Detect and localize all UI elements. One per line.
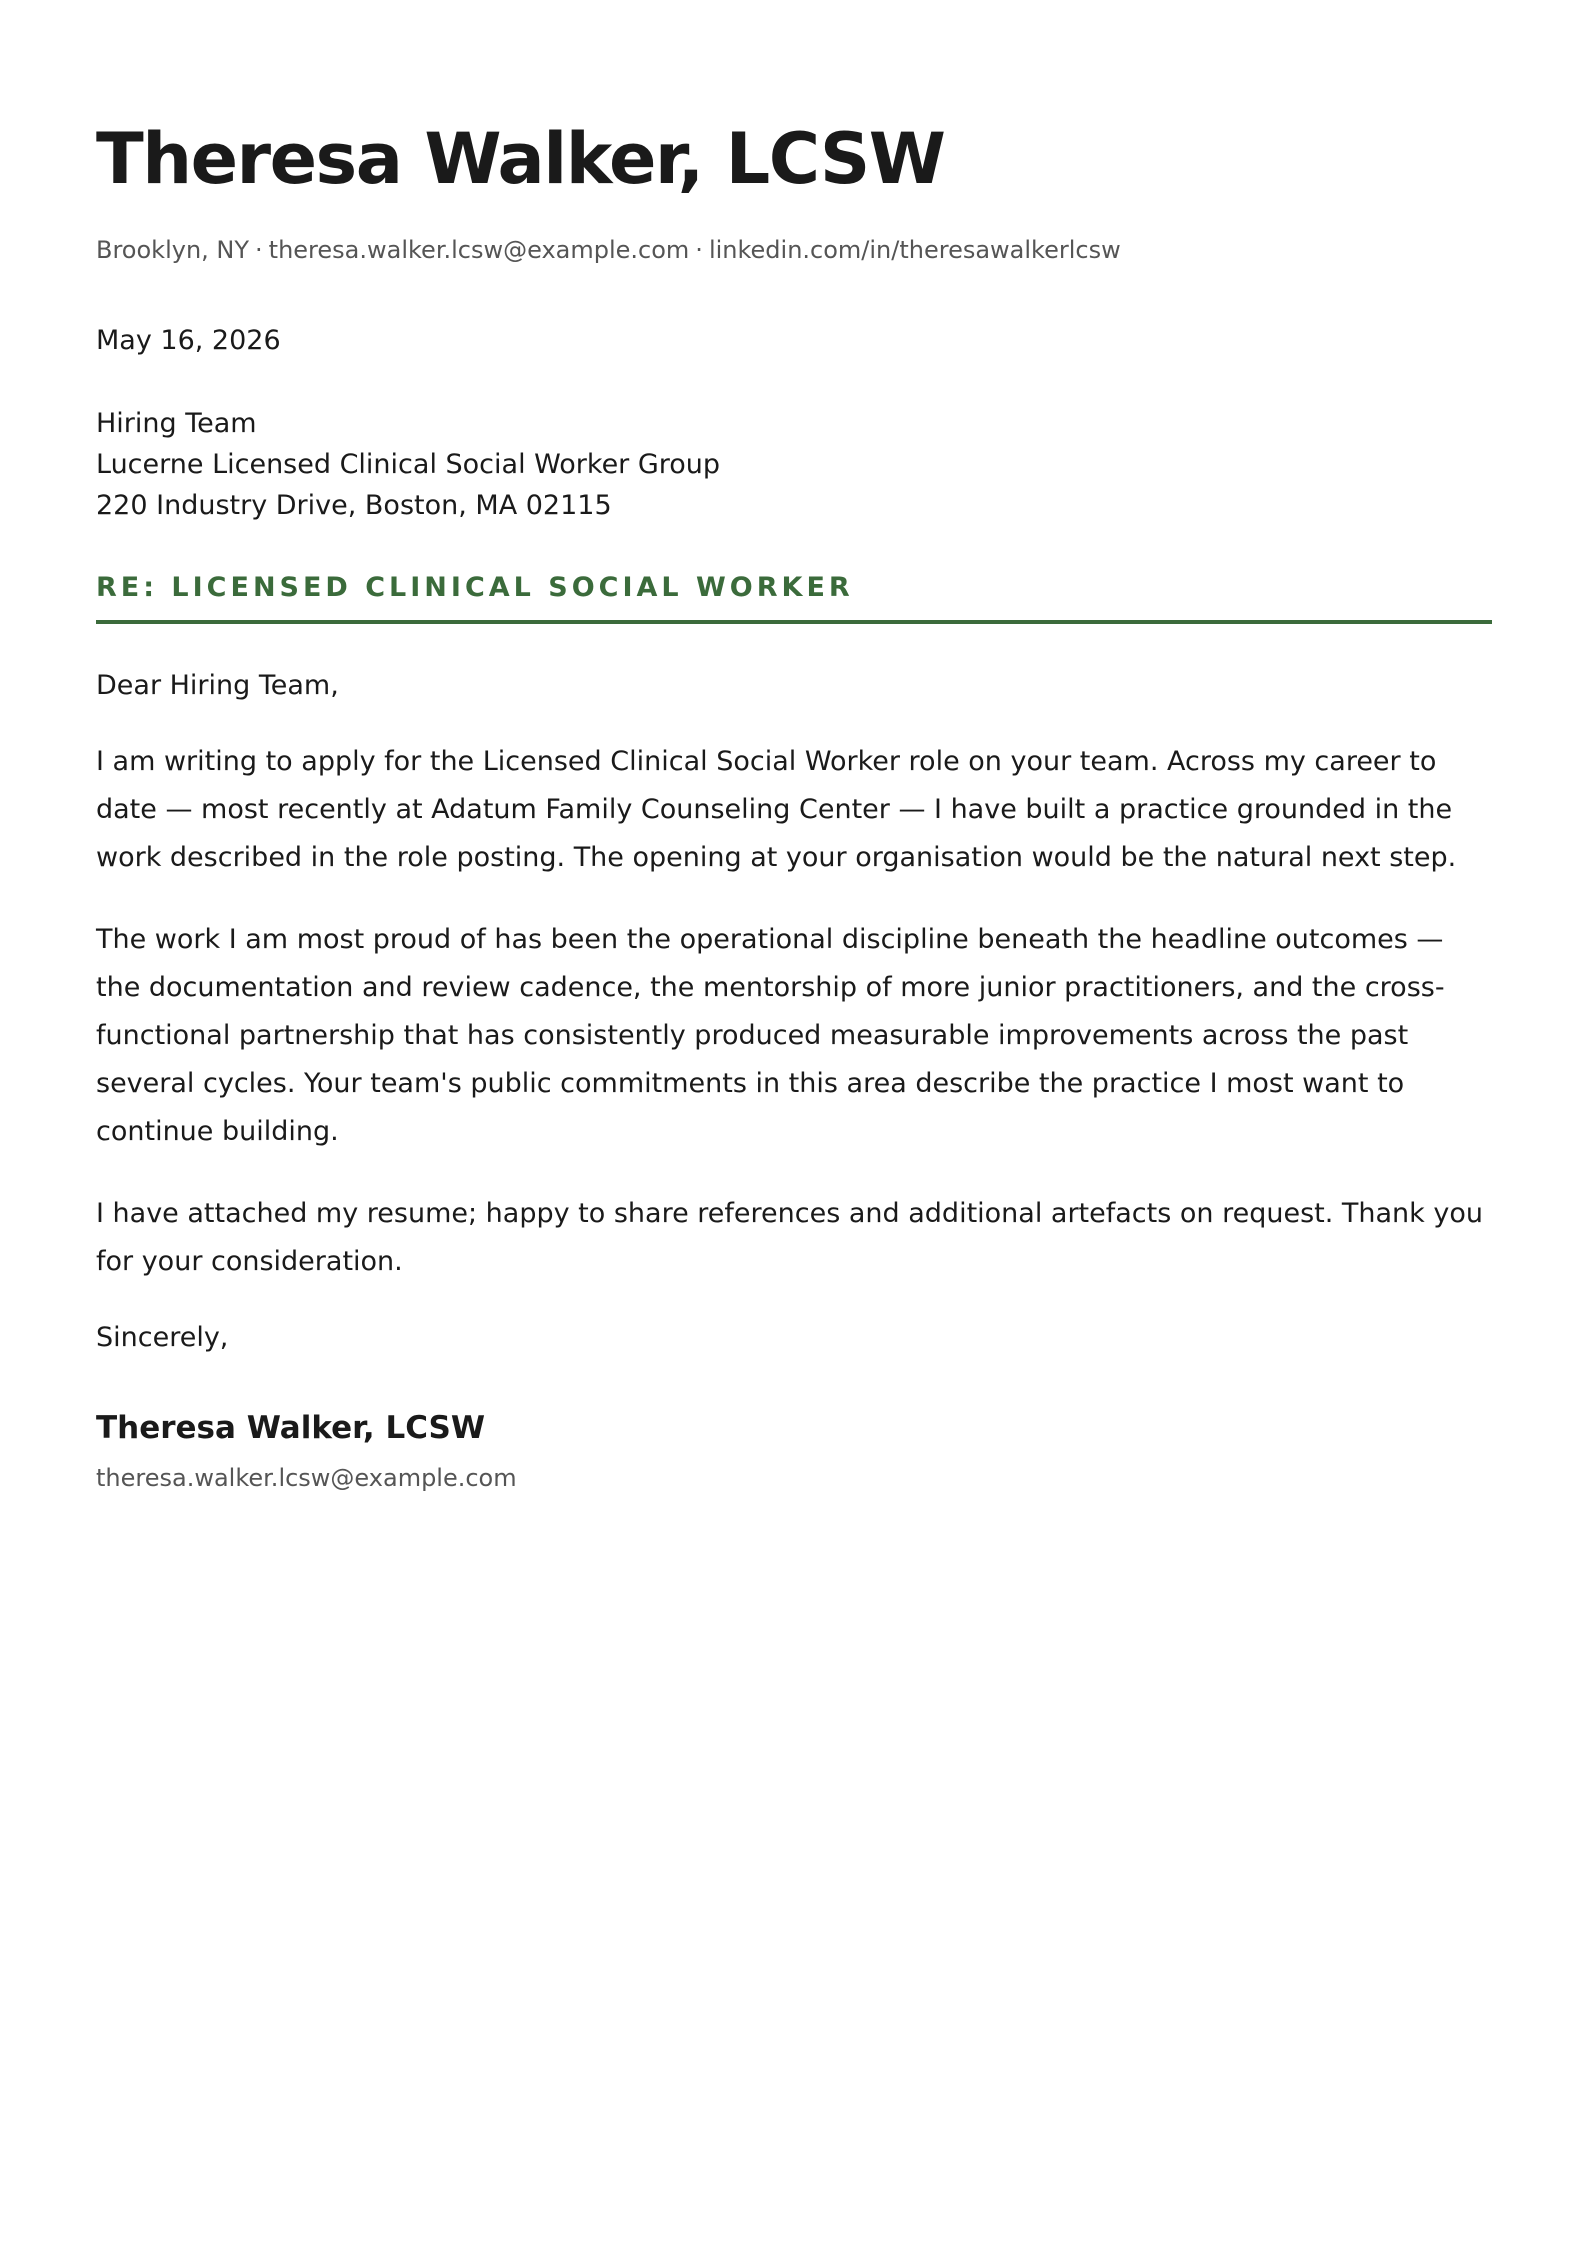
signature-name: Theresa Walker, LCSW — [96, 1410, 486, 1446]
body-paragraph: The work I am most proud of has been the operational discipline beneath the headline outcomes — the documentation and review cadence, the mentorship of more junior practitioners, and the cross-functional partnership that has consistently produced measurable improvements across the past several cycles. Your team's public commitments in this area describe the practice I most want to continue building. — [96, 924, 1445, 1147]
contact-separator: · — [695, 236, 703, 264]
recipient-line: Lucerne Licensed Clinical Social Worker Group — [96, 449, 721, 480]
subject-heading: RE: LICENSED CLINICAL SOCIAL WORKER — [96, 570, 1492, 624]
contact-line — [96, 234, 1492, 266]
recipient-line: Hiring Team — [96, 408, 257, 439]
applicant-name: Theresa Walker, LCSW — [96, 118, 945, 200]
closing: Sincerely, — [96, 1322, 229, 1353]
signature-email[interactable]: theresa.walker.lcsw@example.com — [96, 1464, 517, 1492]
body-paragraph: I have attached my resume; happy to share references and additional artefacts on request. Thank you for your consideration. — [96, 1198, 1483, 1277]
salutation: Dear Hiring Team, — [96, 670, 339, 701]
contact-separator: · — [255, 236, 263, 264]
recipient-line: 220 Industry Drive, Boston, MA 02115 — [96, 490, 612, 521]
letter-date: May 16, 2026 — [96, 325, 281, 356]
contact-linkedin[interactable]: linkedin.com/in/theresawalkerlcsw — [708, 236, 1121, 264]
body-paragraph: I am writing to apply for the Licensed Clinical Social Worker role on your team. Across my career to date — most recently at Adatum Family Counseling Center — I have built a practice grounded in the work described in the role posting. The opening at your organisation would be the natural next step. — [96, 746, 1457, 873]
contact-location: Brooklyn, NY — [96, 236, 250, 264]
contact-email[interactable]: theresa.walker.lcsw@example.com — [268, 236, 690, 264]
recipient-block — [96, 403, 1492, 526]
